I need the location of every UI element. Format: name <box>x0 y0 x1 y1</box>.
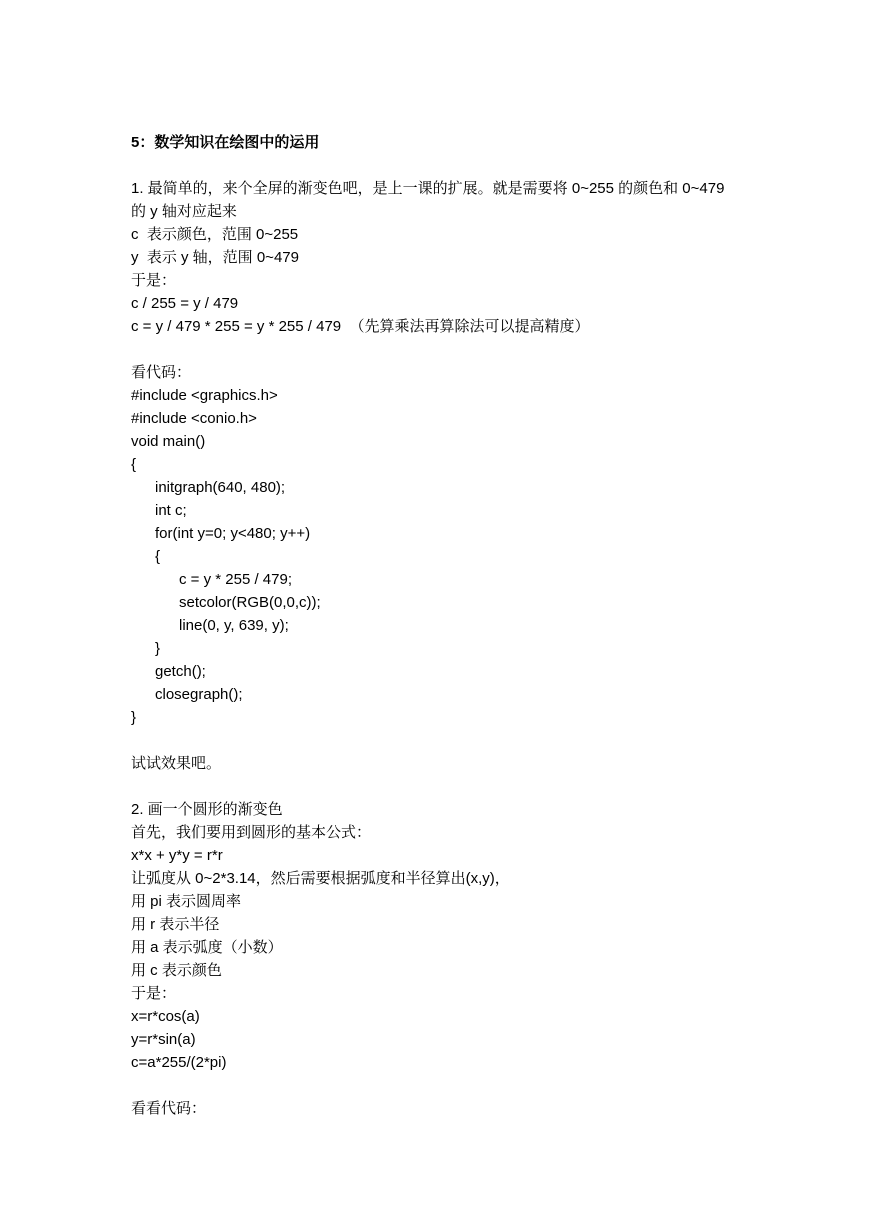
code-line: #include <graphics.h> <box>131 387 278 404</box>
code-line: c = y * 255 / 479; <box>179 571 292 588</box>
spacer <box>131 338 751 361</box>
spacer <box>131 154 751 177</box>
formula-c: c = y / 479 * 255 = y * 255 / 479 （先算乘法再算除法可以提高精度） <box>131 318 590 335</box>
code-line: #include <conio.h> <box>131 410 257 427</box>
document-title: 5：数学知识在绘图中的运用 <box>131 134 320 151</box>
section2-line1: 首先，我们要用到圆形的基本公式： <box>131 824 372 841</box>
spacer <box>131 729 751 752</box>
see-code-label: 看代码： <box>131 364 192 381</box>
section1-intro-line1: 1. 最简单的，来个全屏的渐变色吧，是上一课的扩展。就是需要将 0~255 的颜色和 0~479 <box>131 180 725 197</box>
section1-intro-line2: 的 y 轴对应起来 <box>131 203 237 220</box>
code-line: int c; <box>155 502 187 519</box>
formula-color: c=a*255/(2*pi) <box>131 1054 227 1071</box>
document-page <box>131 131 751 1120</box>
code-line: line(0, y, 639, y); <box>179 617 289 634</box>
section2-heading: 2. 画一个圆形的渐变色 <box>131 801 283 818</box>
see-code-label-2: 看看代码： <box>131 1100 207 1117</box>
circle-formula: x*x + y*y = r*r <box>131 847 223 864</box>
code-line: } <box>155 640 161 657</box>
use-r: 用 r 表示半径 <box>131 916 220 933</box>
code-line: setcolor(RGB(0,0,c)); <box>179 594 321 611</box>
code-line: closegraph(); <box>155 686 243 703</box>
use-pi: 用 pi 表示圆周率 <box>131 893 242 910</box>
formula-x: x=r*cos(a) <box>131 1008 200 1025</box>
formula-y: y=r*sin(a) <box>131 1031 196 1048</box>
so-text: 于是： <box>131 985 177 1002</box>
so-text: 于是： <box>131 272 177 289</box>
definition-y: y 表示 y 轴，范围 0~479 <box>131 249 299 266</box>
use-a: 用 a 表示弧度（小数） <box>131 939 283 956</box>
spacer <box>131 1074 751 1097</box>
code-line: getch(); <box>155 663 206 680</box>
code-line: for(int y=0; y<480; y++) <box>155 525 311 542</box>
definition-c: c 表示颜色，范围 0~255 <box>131 226 299 243</box>
code-line: void main() <box>131 433 206 450</box>
use-c: 用 c 表示颜色 <box>131 962 222 979</box>
code-line: initgraph(640, 480); <box>155 479 286 496</box>
try-effect-text: 试试效果吧。 <box>131 755 222 772</box>
spacer <box>131 775 751 798</box>
section2-line2: 让弧度从 0~2*3.14，然后需要根据弧度和半径算出(x,y)， <box>131 870 510 887</box>
code-line: { <box>131 456 137 473</box>
code-line: } <box>131 709 137 726</box>
code-block <box>131 384 751 729</box>
code-line: { <box>155 548 161 565</box>
formula-ratio: c / 255 = y / 479 <box>131 295 239 312</box>
